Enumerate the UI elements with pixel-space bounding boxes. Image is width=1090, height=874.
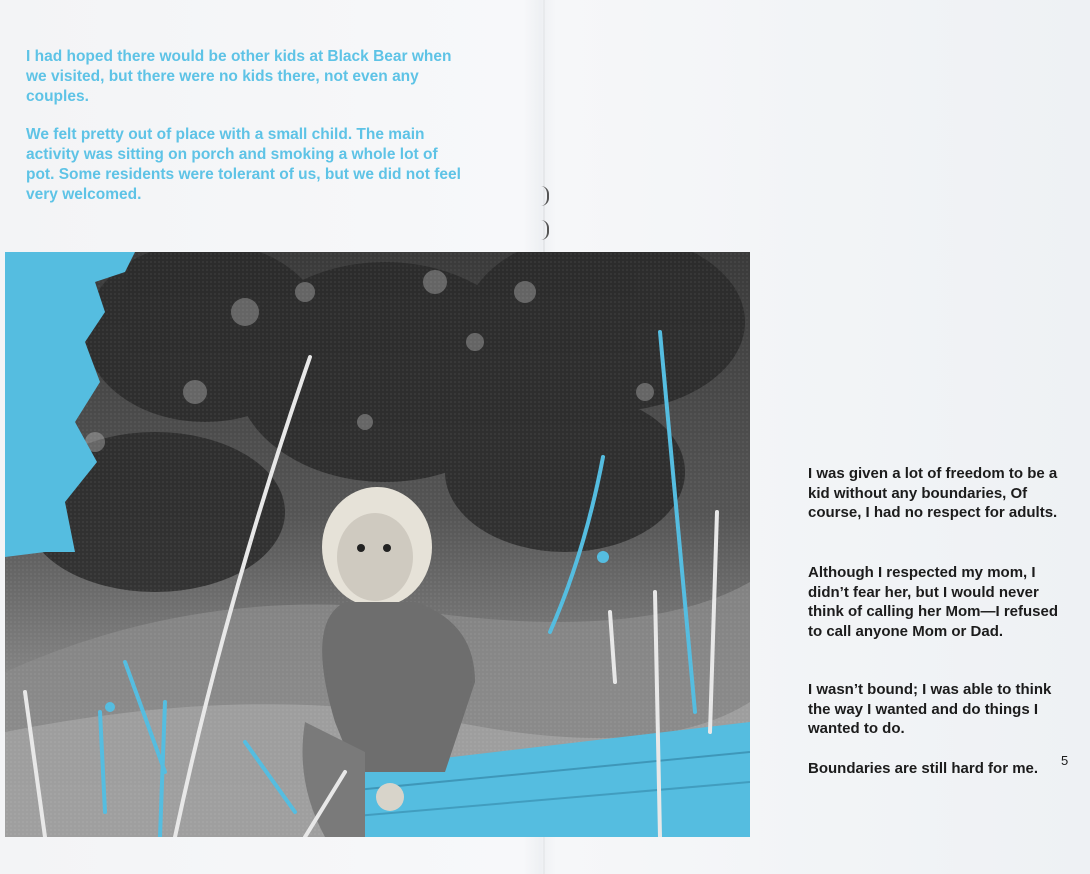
right-paragraph-4 bbox=[808, 759, 1068, 779]
photo-illustration bbox=[5, 252, 750, 837]
right-paragraph-2-text: Although I respected my mom, I didn’t fear her, but I would never think of calling her Mom—I refused to call anyone Mom or Dad. bbox=[808, 564, 1059, 640]
left-paragraph-1 bbox=[26, 47, 466, 107]
left-paragraph-2 bbox=[26, 125, 466, 205]
right-paragraph-4-text: Boundaries are still hard for me. bbox=[808, 760, 1039, 777]
right-paragraph-1-text: I was given a lot of freedom to be a kid without any boundaries, Of course, I had no respect for adults. bbox=[808, 465, 1058, 522]
right-paragraph-3 bbox=[808, 680, 1068, 739]
right-paragraph-1 bbox=[808, 464, 1068, 523]
left-paragraph-1-text: I had hoped there would be other kids at Black Bear when we visited, but there were no kids there, not even any couples. bbox=[26, 48, 452, 105]
right-paragraph-3-text: I wasn’t bound; I was able to think the way I wanted and do things I wanted to do. bbox=[808, 681, 1052, 738]
child-on-log-photo bbox=[5, 252, 750, 837]
page-number: 5 bbox=[1061, 753, 1069, 768]
left-paragraph-2-text: We felt pretty out of place with a small child. The main activity was sitting on porch and smoking a whole lot of pot. Some residents were tolerant of us, but we did not feel very welcomed. bbox=[26, 126, 461, 203]
right-paragraph-2 bbox=[808, 563, 1068, 641]
